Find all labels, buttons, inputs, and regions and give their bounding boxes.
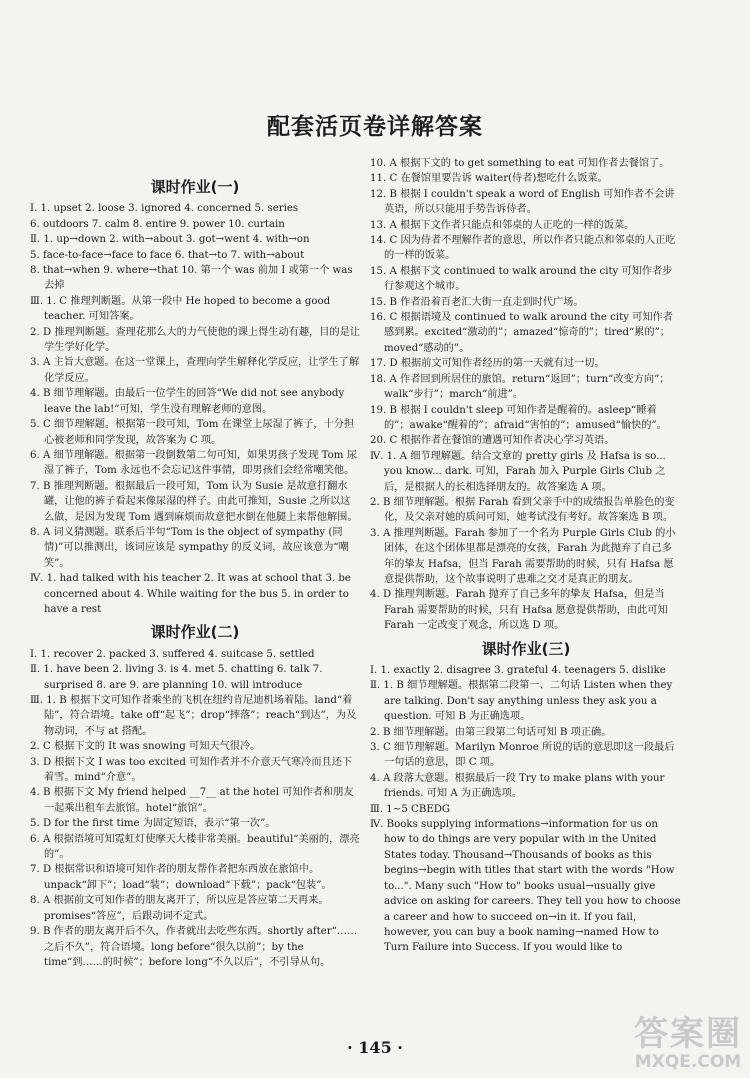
answer-line: 3. C 细节理解题。Marilyn Monroe 所说的话的意思即这一段最后一句话的意思，即 C 项。 bbox=[370, 742, 675, 769]
answer-line: 5. face-to-face→face to face 6. that→to 7. with→about bbox=[30, 249, 305, 261]
answer-line: Ⅰ. 1. recover 2. packed 3. suffered 4. suitcase 5. settled bbox=[30, 648, 315, 660]
answer-line: 6. outdoors 7. calm 8. entire 9. power 10. curtain bbox=[30, 218, 285, 230]
answer-line: 4. D 推理判断题。Farah 抛弃了自己多年的挚友 Hafsa，但是当 Farah 需要帮助的时候，只有 Hafsa 愿意提供帮助，由此可知 Farah 一定改变了观念，所以选 D 项。 bbox=[370, 589, 668, 632]
answer-line: 3. A 主旨大意题。在这一堂课上，查理向学生解释化学反应，让学生了解化学反应。 bbox=[30, 357, 360, 384]
answer-line: 2. B 细节理解题。根据 Farah 看到父亲手中的成绩报告单脸色的变化，及父亲对她的质问可知，她考试没有考好。故答案选 B 项。 bbox=[370, 496, 675, 524]
left-column bbox=[30, 172, 360, 970]
answer-line: Ⅲ. 1. C 推理判断题。从第一段中 He hoped to become a good teacher. 可知答案。 bbox=[30, 295, 331, 323]
answer-line: 3. A 推理判断题。Farah 参加了一个名为 Purple Girls Club 的小团体，在这个团体里都是漂亮的女孩，Farah 为此抛弃了自己多年的挚友 Hafsa，但当 Farah 需要帮助的时候，只有 Hafsa 愿意提供帮助，这个故事说明了患难之交才是真正的朋友。 bbox=[370, 527, 676, 585]
answer-line: 2. B 细节理解题。由第三段第二句话可知 B 项正确。 bbox=[370, 726, 612, 738]
answer-line: 3. D 根据下文 I was too excited 可知作者并不介意天气寒冷而且还下着雪。mind“介意”。 bbox=[30, 756, 353, 784]
right-column bbox=[370, 156, 682, 956]
answer-line: Ⅱ. 1. up→down 2. with→about 3. got→went 4. with→on bbox=[30, 234, 310, 246]
answer-line: Ⅲ. 1~5 CBEDG bbox=[370, 803, 451, 815]
page-title: 配套活页卷详解答案 bbox=[267, 114, 483, 140]
answer-line: Ⅳ. 1. A 细节理解题。结合文章的 pretty girls 及 Hafsa is so... you know... dark. 可知，Farah 加入 Purple Girls Club 之后，是根据人的长相选择朋友的。故答案选 A 项。 bbox=[370, 450, 666, 493]
answer-line: 4. B 细节理解题。由最后一位学生的回答“We did not see anybody leave the lab!”可知，学生没有理解老师的意图。 bbox=[30, 388, 345, 415]
answer-line: 20. C 根据作者在餐馆的遭遇可知作者决心学习英语。 bbox=[370, 435, 615, 447]
answer-line: 5. D for the first time 为固定短语，表示“第一次”。 bbox=[30, 818, 276, 830]
answer-line: Ⅰ. 1. exactly 2. disagree 3. grateful 4. teenagers 5. dislike bbox=[370, 665, 666, 676]
answer-line: Ⅱ. 1. have been 2. living 3. is 4. met 5. chatting 6. talk 7. surprised 8. are 9. are planning 10. will introduce bbox=[30, 664, 323, 691]
answer-line: 8. A 根据前文可知作者的朋友离开了，所以应是答应第二天再来。promises“答应”，后跟动词不定式。 bbox=[30, 895, 329, 922]
answer-line: 13. A 根据下文作者只能点和邻桌的人正吃的一样的饭菜。 bbox=[370, 219, 635, 231]
answer-line: 14. C 因为侍者不理解作者的意思，所以作者只能点和邻桌的人正吃的一样的饭菜。 bbox=[370, 235, 676, 262]
answer-line: 6. A 细节理解题。根据第一段倒数第二句可知，如果男孩子发现 Tom 尿湿了裤子，Tom 永远也不会忘记这件事情，即男孩们会经常嘲笑他。 bbox=[30, 449, 357, 477]
answer-line: Ⅳ. Books supplying informations→information for us on how to do things are very popular with in the United States today. Thousand→Thousands of books as this begins→begin with titles that start with the words "How to...". Many such "How to" books usual→usually give advice on asking for careers. They tell you how to choose a career and how to succeed on→in it. If you fail, however, you can buy a book naming→named How to Turn Failure into Success. If you would like to bbox=[370, 819, 681, 954]
answer-line: 2. D 推理判断题。查理花那么大的力气使他的课上得生动有趣，目的是让学生学好化学。 bbox=[30, 326, 360, 354]
answer-line: 2. C 根据下文的 It was snowing 可知天气很冷。 bbox=[30, 741, 261, 753]
answer-line: 11. C 在餐馆里要告诉 waiter(侍者)想吃什么饭菜。 bbox=[370, 173, 608, 185]
answer-line: 8. that→when 9. where→that 10. 第一个 was 前加 I 或第一个 was 去掉 bbox=[30, 265, 353, 292]
answer-line: Ⅳ. 1. had talked with his teacher 2. It was at school that 3. be concerned about 4. While waiting for the bus 5. in order to have a rest bbox=[30, 573, 351, 615]
section-heading: 课时作业(一) bbox=[150, 178, 240, 196]
page-number: · 145 · bbox=[347, 1038, 403, 1057]
section-heading: 课时作业(二) bbox=[150, 623, 240, 642]
answer-line: 6. A 根据语境可知霓虹灯使摩天大楼非常美丽。beautiful“美丽的，漂亮的”。 bbox=[30, 833, 360, 861]
answer-line: 5. C 细节理解题。根据第一段可知，Tom 在课堂上尿湿了裤子，十分担心被老师和同学发现，故答案为 C 项。 bbox=[30, 419, 355, 446]
answer-line: 12. B 根据 I couldn't speak a word of English 可知作者不会讲英语，所以只能用手势告诉侍者。 bbox=[370, 188, 675, 216]
section-heading: 课时作业(三) bbox=[481, 639, 571, 658]
answer-line: 10. A 根据下文的 to get something to eat 可知作者去餐馆了。 bbox=[370, 158, 670, 169]
answer-line: 7. D 根据常识和语境可知作者的朋友帮作者把东西放在旅馆中。unpack“卸下”；load“装”；download“下载”；pack“包装”。 bbox=[30, 864, 332, 891]
answer-line: 19. B 根据 I couldn't sleep 可知作者是醒着的。asleep“睡着的”；awake“醒着的”；afraid“害怕的”；amused“愉快的”。 bbox=[370, 404, 667, 431]
answer-line: 8. A 词义猜测题。联系后半句“Tom is the object of sympathy (同情)”可以推测出，该词应该是 sympathy 的反义词，故应该意为“嘲笑”。 bbox=[30, 526, 349, 569]
answer-line: Ⅰ. 1. upset 2. loose 3. ignored 4. concerned 5. series bbox=[30, 203, 299, 215]
answer-line: 7. B 推理判断题。根据最后一段可知，Tom 认为 Susie 是故意打翻水罐，让他的裤子看起来像尿湿的样子。由此可推知，Susie 之所以这么做，是因为发现 Tom 遇到麻烦而故意把水倒在他腿上来帮他解围。 bbox=[30, 480, 358, 523]
watermark-logo bbox=[634, 1016, 742, 1072]
answer-line: 16. C 根据语境及 continued to walk around the city 可知作者感到累。excited“激动的”；amazed“惊奇的”；tired“累的”；moved“感动的”。 bbox=[370, 312, 673, 354]
answer-line: Ⅱ. 1. B 细节理解题。根据第二段第一、二句话 Listen when they are talking. Don't say anything unless they ask you a question. 可知 B 为正确选项。 bbox=[370, 680, 673, 723]
answer-line: 15. B 作者沿着百老汇大街一直走到时代广场。 bbox=[370, 296, 584, 308]
answer-line: 18. A 作者回到所居住的旅馆。return“返回”；turn“改变方向”；walk“步行”；march“前进”。 bbox=[370, 373, 670, 401]
answer-line: 4. A 段落大意题。根据最后一段 Try to make plans with your friends. 可知 A 为正确选项。 bbox=[370, 772, 665, 800]
answer-line: 17. D 根据前文可知作者经历的第一天就有过一切。 bbox=[370, 358, 605, 370]
answer-line: Ⅲ. 1. B 根据下文可知作者乘坐的飞机在纽约肯尼迪机场着陆。land“着陆”，符合语境。take off“起飞”；drop“摔落”；reach“到达”，为及物动词，不与 at 搭配。 bbox=[30, 695, 357, 737]
watermark-top: 答案圈 bbox=[634, 1014, 742, 1054]
answer-line: 9. B 作者的朋友离开后不久，作者就出去吃些东西。shortly after“……之后不久”，符合语境。long before“很久以前”；by the time“到……的时候”；before long“不久以后”，不引导从句。 bbox=[30, 926, 358, 968]
answer-line: 4. B 根据下文 My friend helped __7__ at the hotel 可知作者和朋友一起乘出租车去旅馆。hotel“旅馆”。 bbox=[30, 787, 354, 814]
watermark-bottom: MXQE.COM bbox=[634, 1052, 742, 1072]
answer-line: 15. A 根据下文 continued to walk around the city 可知作者步行参观这个城市。 bbox=[370, 265, 673, 293]
